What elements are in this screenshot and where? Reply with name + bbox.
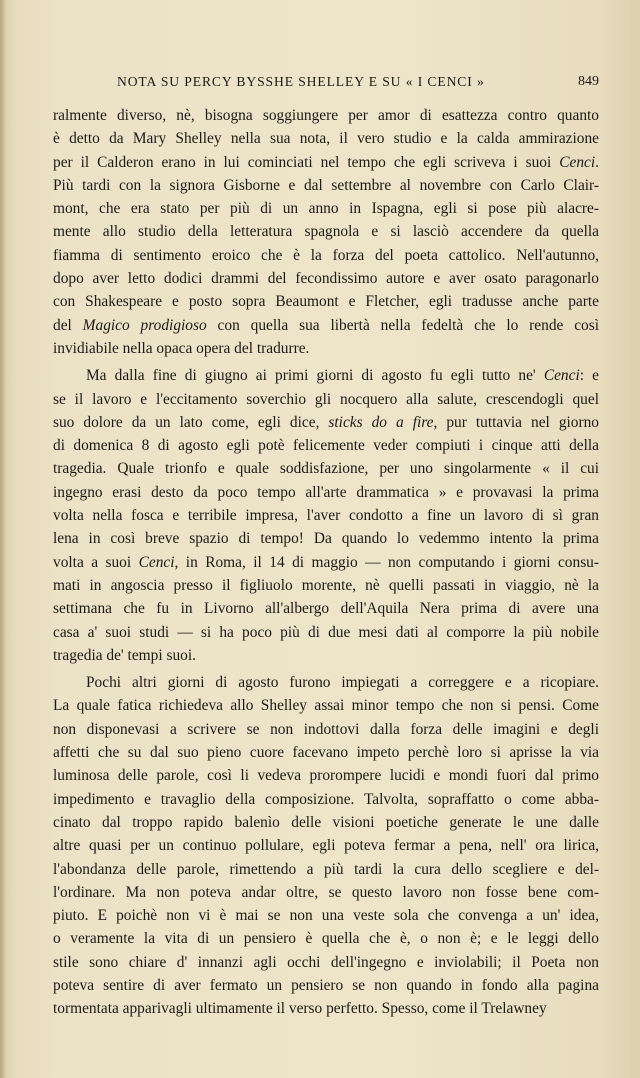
italic-phrase: Cenci <box>559 153 596 171</box>
text-line: tragedia. Quale trionfo e quale soddisfazione, per uno singolarmente « il cui <box>53 460 599 478</box>
paragraph <box>53 364 599 667</box>
page-edge-shadow <box>0 0 6 1078</box>
text-line: con Shakespeare e posto sopra Beaumont e Fletcher, egli tradusse anche parte <box>53 293 599 311</box>
text-line: l'abondanza delle parole, rimettendo a più tardi la cura dello scegliere e del- <box>53 860 599 878</box>
running-head <box>53 74 599 96</box>
text-line: dopo aver letto dodici drammi del fecondissimo autore e aver osato paragonarlo <box>53 270 599 288</box>
text-line: cinato dal troppo rapido balenìo delle visioni poetiche generate le une dalle <box>53 813 599 831</box>
text-line: luminosa delle parole, così li vedeva prorompere lucidi e mondi fuori dal primo <box>53 767 599 785</box>
italic-phrase: Magico prodigioso <box>82 316 207 334</box>
text-line: l'ordinare. Ma non poteva andar oltre, se questo lavoro non fosse bene com- <box>53 883 599 901</box>
text-line: ralmente diverso, nè, bisogna soggiungere per amor di esattezza contro quanto <box>53 107 599 124</box>
paragraph <box>53 104 599 360</box>
text-line: del Magico prodigioso con quella sua libertà nella fedeltà che lo rende così <box>53 316 599 334</box>
text-line: La quale fatica richiedeva allo Shelley assai minor tempo che non si pensi. Come <box>53 697 599 715</box>
italic-phrase: Cenci <box>138 553 175 571</box>
text-line: volta a suoi Cenci, in Roma, il 14 di maggio — non computando i giorni consu- <box>53 553 599 571</box>
text-line: di domenica 8 di agosto egli potè felicemente veder compiuti i cinque atti della <box>53 437 599 455</box>
italic-phrase: sticks do a fire <box>328 413 434 431</box>
text-line: lena in così breve spazio di tempo! Da quando lo vedemmo intento la prima <box>53 530 599 548</box>
paragraph <box>53 671 599 1020</box>
text-line: ingegno erasi desto da poco tempo all'arte drammatica » e provavasi la prima <box>53 483 599 501</box>
text-line: per il Calderon erano in lui cominciati nel tempo che egli scriveva i suoi Cenci. <box>53 153 599 171</box>
text-line: affetti che su dal suo pieno cuore facevano impeto perchè loro si aprisse la via <box>53 744 599 762</box>
italic-phrase: Cenci <box>543 367 580 385</box>
text-line: mente allo studio della letteratura spagnola e si lasciò accendere da quella <box>53 223 599 241</box>
text-line: altre quasi per un continuo pollulare, egli poteva fermar a pena, nell' ora lirica, <box>53 837 599 855</box>
running-title: NOTA SU PERCY BYSSHE SHELLEY E SU « I CENCI » <box>117 74 485 89</box>
text-line: mont, che era stato per più di un anno in Ispagna, egli si pose più alacre- <box>53 200 599 218</box>
text-line: tormentata apparivagli ultimamente il verso perfetto. Spesso, come il Trelawney <box>53 1000 547 1018</box>
text-line: se il lavoro e l'eccitamento soverchio gli nocquero alla salute, crescendogli quel <box>53 390 599 408</box>
text-line: tragedia de' tempi suoi. <box>53 646 196 664</box>
text-line: fiamma di sentimento eroico che è la forza del poeta cattolico. Nell'autunno, <box>53 246 599 264</box>
text-line: o veramente la vita di un pensiero è quella che è, o non è; e le leggi dello <box>53 930 599 948</box>
text-line: è detto da Mary Shelley nella sua nota, il vero studio e la calda ammirazione <box>53 130 599 148</box>
text-line: non disponevasi a scrivere se non indottovi dalla forza delle imagini e degli <box>53 720 599 738</box>
text-line: settimana che fu in Livorno all'albergo dell'Aquila Nera prima di avere una <box>53 600 599 618</box>
text-line: casa a' suoi studi — si ha poco più di due mesi dati al comporre la più nobile <box>53 623 599 641</box>
page-number: 849 <box>578 74 599 89</box>
text-line: suo dolore da un lato come, egli dice, sticks do a fire, pur tuttavia nel giorno <box>53 413 599 431</box>
body-text <box>53 104 599 1021</box>
text-line: volta nella fosca e terribile impresa, l'aver condotto a fine un lavoro di sì gran <box>53 507 599 525</box>
text-line: impedimento e travaglio della composizione. Talvolta, sopraffatto o come abba- <box>53 790 599 808</box>
text-line: invidiabile nella opaca opera del tradurre. <box>53 339 310 357</box>
text-line: Ma dalla fine di giugno ai primi giorni di agosto fu egli tutto ne' Cenci: e <box>86 367 599 385</box>
text-line: mati in angoscia presso il figliuolo morente, nè quelli passati in viaggio, nè la <box>53 576 599 594</box>
text-line: stile sono chiare d' innanzi agli occhi dell'ingegno e inviolabili; il Poeta non <box>53 953 599 971</box>
text-line: piuto. E poichè non vi è mai se non una veste sola che convenga a un' idea, <box>53 907 599 925</box>
text-line: Pochi altri giorni di agosto furono impiegati a correggere e a ricopiare. <box>86 674 599 692</box>
text-line: Più tardi con la signora Gisborne e dal settembre al novembre con Carlo Clair- <box>53 176 599 194</box>
text-line: poteva sentire di aver fermato un pensiero se non quando in fondo alla pagina <box>53 976 599 994</box>
